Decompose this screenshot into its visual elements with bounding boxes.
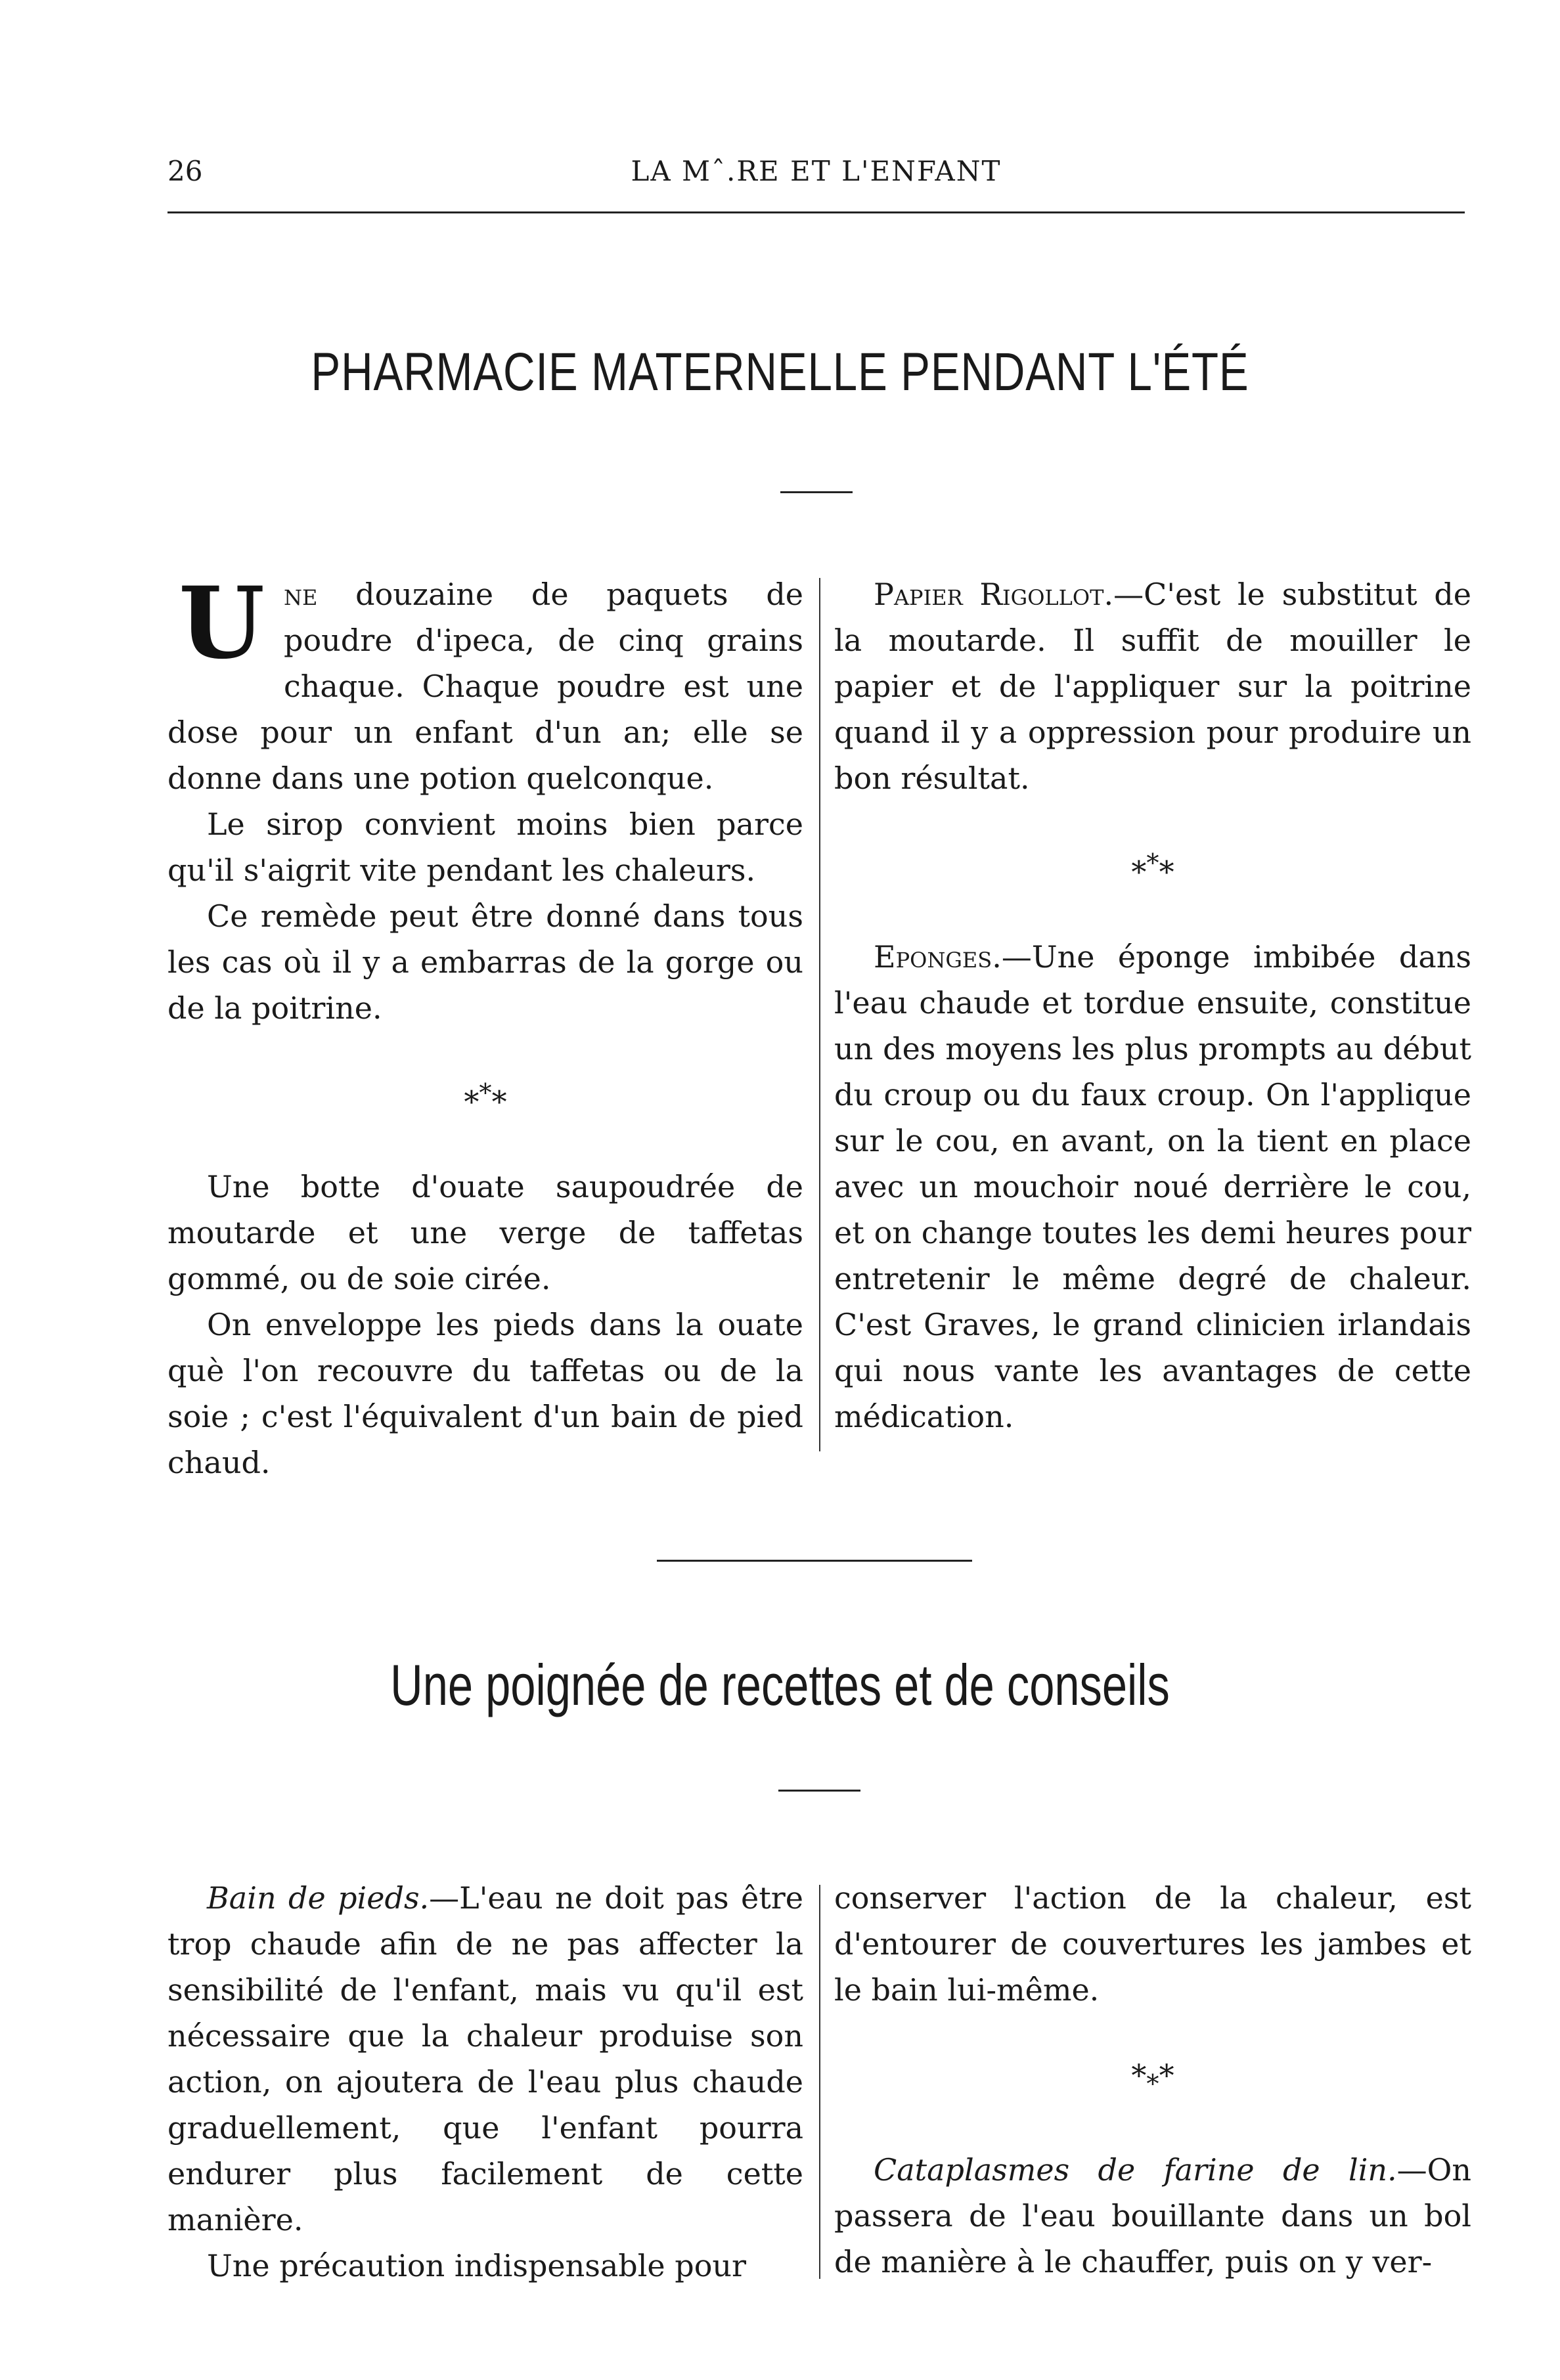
header-rule bbox=[167, 211, 1465, 213]
paragraph-remede: Ce remède peut être donné dans tous les cas où il y a embarras de la gorge ou de la poitrine. bbox=[167, 898, 803, 1026]
entry-label: Bain de pieds. bbox=[207, 1880, 430, 1916]
paragraph-eponges bbox=[834, 934, 1471, 1440]
ornament-rule bbox=[657, 1560, 972, 1562]
asterism-divider bbox=[167, 1070, 803, 1124]
asterism-star-2: * bbox=[479, 1078, 492, 1108]
asterism-star-1: * bbox=[464, 1084, 479, 1120]
asterism-star-3: * bbox=[1159, 2058, 1174, 2093]
column-divider-section1 bbox=[819, 578, 820, 1451]
asterism-star-1: * bbox=[1131, 854, 1147, 890]
running-header bbox=[167, 155, 1465, 201]
paragraph-text: —C'est le substitut de la moutarde. Il suffit de mouiller le papier et de l'appliquer sur la poitrine quand il y a oppression pour produire un bon résultat. bbox=[834, 577, 1471, 796]
paragraph-text: douzaine de paquets de poudre d'ipeca, de cinq grains chaque. Chaque poudre est une dose pour un enfant d'un an; elle se donne dans une potion quelconque. bbox=[167, 577, 803, 796]
drop-cap: U bbox=[179, 565, 265, 681]
column-left-section2 bbox=[167, 1875, 803, 2289]
asterism-star-1: * bbox=[1131, 2058, 1147, 2093]
asterism-divider bbox=[834, 2052, 1471, 2107]
paragraph-ipeca bbox=[167, 565, 803, 801]
asterism-star-3: * bbox=[1159, 854, 1174, 890]
section-title-recettes: Une poignée de recettes et de conseils bbox=[390, 1652, 1170, 1717]
column-divider-section2 bbox=[819, 1885, 820, 2279]
asterism-star-2: * bbox=[1146, 2069, 1159, 2100]
entry-label: Cataplasmes de farine de lin. bbox=[874, 2152, 1397, 2188]
section-title-pharmacie: PHARMACIE MATERNELLE PENDANT L'ÉTÉ bbox=[311, 342, 1249, 402]
column-right-section1 bbox=[834, 571, 1471, 1440]
paragraph-ouate: Une botte d'ouate saupoudrée de moutarde et une verge de taffetas gommé, ou de soie cirée. bbox=[167, 1169, 803, 1297]
paragraph-text: —L'eau ne doit pas être trop chaude afin de ne pas affecter la sensibilité de l'enfant, mais vu qu'il est nécessaire que la chaleur produise son action, on ajoutera de l'eau plus chaude graduellement, que l'enfant pourra endurer plus facilement de cette manière. bbox=[167, 1880, 803, 2237]
column-right-section2 bbox=[834, 1875, 1471, 2285]
asterism-star-3: * bbox=[491, 1084, 507, 1120]
paragraph-cataplasmes bbox=[834, 2147, 1471, 2285]
column-left-section1 bbox=[167, 565, 803, 1486]
paragraph-enveloppe: On enveloppe les pieds dans la ouate què l'on recouvre du taffetas ou de la soie ; c'est l'équivalent d'un bain de pied chaud. bbox=[167, 1307, 803, 1481]
asterism-star-2: * bbox=[1146, 848, 1159, 878]
title-underline-rule bbox=[778, 1790, 860, 1792]
page-number: 26 bbox=[167, 155, 203, 187]
paragraph-papier-rigollot bbox=[834, 571, 1471, 801]
title-underline-rule bbox=[780, 491, 853, 493]
entry-label: Papier Rigollot. bbox=[874, 577, 1114, 612]
paragraph-text: —Une éponge imbibée dans l'eau chaude et tordue ensuite, constitue un des moyens les plus prompts au début du croup ou du faux croup. On l'applique sur le cou, en avant, on la tient en place avec un mouchoir noué derrière le cou, et on change toutes les demi heures pour entretenir le même degré de chaleur. C'est Graves, le grand clinicien irlandais qui nous vante les avantages de cette médication. bbox=[834, 939, 1471, 1435]
paragraph-text: —On passera de l'eau bouillante dans un bol de manière à le chauffer, puis on y ver- bbox=[834, 2152, 1471, 2280]
asterism-divider bbox=[834, 841, 1471, 894]
paragraph-conserver: conserver l'action de la chaleur, est d'entourer de couvertures les jambes et le bain lui-même. bbox=[834, 1880, 1471, 2008]
paragraph-bain-de-pieds bbox=[167, 1875, 803, 2243]
entry-label: Eponges. bbox=[874, 939, 1002, 975]
running-title: LA Mˆ.RE ET L'ENFANT bbox=[631, 155, 1002, 187]
smallcaps-opening: ne bbox=[284, 577, 318, 612]
paragraph-sirop: Le sirop convient moins bien parce qu'il s'aigrit vite pendant les chaleurs. bbox=[167, 806, 803, 888]
section-ornament bbox=[657, 1553, 972, 1566]
paragraph-precaution: Une précaution indispensable pour bbox=[207, 2248, 747, 2283]
